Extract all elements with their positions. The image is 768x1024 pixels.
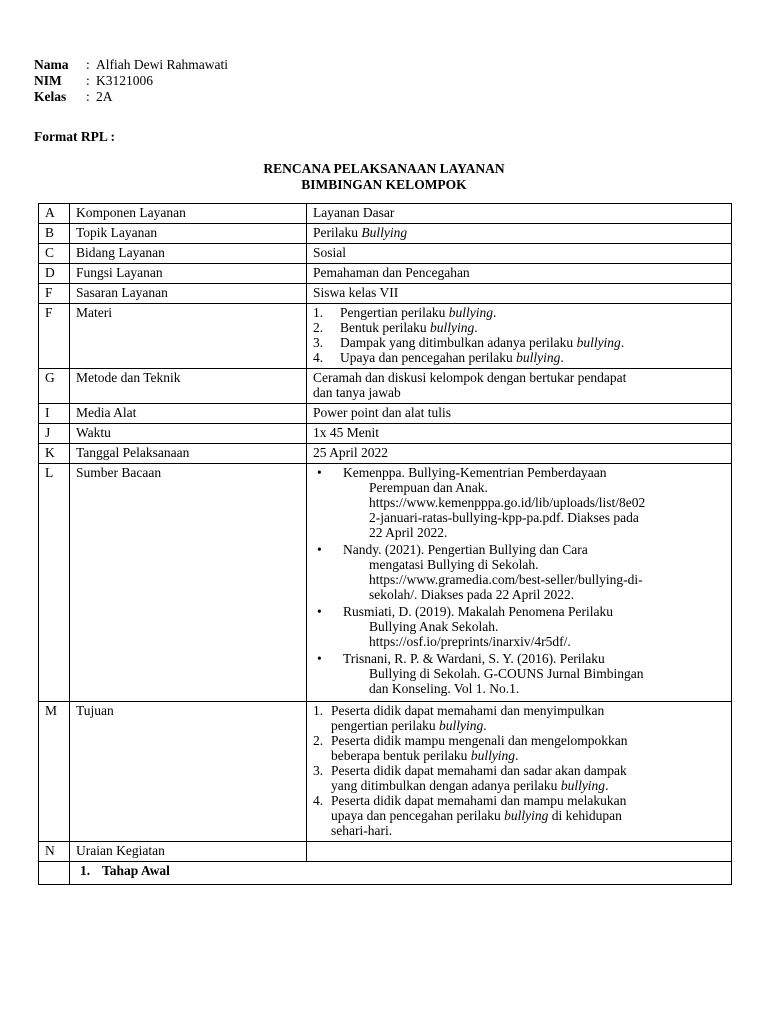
materi-list (313, 305, 725, 365)
item-italic: bullying (516, 350, 561, 365)
bullet-icon: • (317, 542, 322, 557)
row-code (39, 862, 70, 885)
row-code: J (39, 424, 70, 444)
row-code: I (39, 404, 70, 424)
list-item (313, 793, 725, 838)
item-tail: . (492, 305, 497, 320)
list-item (313, 350, 725, 365)
item-line: sekolah/. Diakses pada 22 April 2022. (369, 587, 575, 602)
item-line: Nandy. (2021). Pengertian Bullying dan Cara (343, 542, 588, 557)
item-text: upaya dan pencegahan perilaku (331, 808, 505, 823)
item-italic: bullying (576, 335, 621, 350)
item-link: https://osf.io/preprints/inarxiv/4r5df/. (369, 634, 571, 649)
row-code: G (39, 369, 70, 404)
rpl-table (38, 203, 732, 885)
item-number: 1. (313, 703, 324, 718)
item-line: Peserta didik mampu mengenali dan mengelompokkan (331, 733, 628, 748)
item-tail: . (605, 778, 609, 793)
student-identity (34, 57, 228, 105)
item-link: https://www.kemenpppa.go.id/lib/uploads/list/8e02 (369, 495, 646, 510)
row-code: N (39, 842, 70, 862)
item-line: Kemenppa. Bullying-Kementrian Pemberdayaan (343, 465, 607, 480)
bullet-icon: • (317, 465, 322, 480)
list-item (313, 542, 725, 602)
row-label: Media Alat (70, 404, 307, 424)
item-number: 2. (313, 733, 324, 748)
row-code: A (39, 204, 70, 224)
list-item (313, 335, 725, 350)
table-row (39, 862, 732, 885)
title-line-2: BIMBINGAN KELOMPOK (301, 177, 467, 192)
kelas-value: 2A (96, 89, 113, 104)
nim-value: K3121006 (96, 73, 153, 88)
tahap-label: Tahap Awal (102, 863, 170, 878)
item-line: Peserta didik dapat memahami dan menyimpulkan (331, 703, 605, 718)
table-row (39, 284, 732, 304)
row-value: Siswa kelas VII (307, 284, 732, 304)
item-line: 2-januari-ratas-bullying-kpp-pa.pdf. Diakses pada (369, 510, 639, 525)
document-title (0, 161, 768, 193)
value-line: Ceramah dan diskusi kelompok dengan bertukar pendapat (313, 370, 627, 385)
table-row (39, 369, 732, 404)
row-code: K (39, 444, 70, 464)
separator: : (86, 57, 90, 72)
item-tail: . (483, 718, 487, 733)
item-tail: . (560, 350, 564, 365)
item-number: 3. (313, 335, 324, 350)
item-tail: di kehidupan (548, 808, 622, 823)
item-line: Bullying Anak Sekolah. (369, 619, 499, 634)
item-text: Bentuk perilaku (340, 320, 430, 335)
item-number: 1. (80, 863, 91, 878)
item-text: Upaya dan pencegahan perilaku (340, 350, 517, 365)
item-line: sehari-hari. (331, 823, 393, 838)
row-label: Komponen Layanan (70, 204, 307, 224)
row-label: Fungsi Layanan (70, 264, 307, 284)
item-italic: bullying (448, 305, 493, 320)
item-tail: . (515, 748, 519, 763)
table-row (39, 204, 732, 224)
item-italic: bullying (504, 808, 549, 823)
tujuan-list (313, 703, 725, 838)
item-line: Peserta didik dapat memahami dan sadar akan dampak (331, 763, 627, 778)
list-item (313, 465, 725, 540)
item-number: 4. (313, 350, 324, 365)
table-row (39, 404, 732, 424)
nim-label: NIM (34, 73, 62, 88)
item-tail: . (620, 335, 625, 350)
item-text: beberapa bentuk perilaku (331, 748, 471, 763)
item-text: yang ditimbulkan dengan adanya perilaku (331, 778, 561, 793)
row-value (307, 702, 732, 842)
list-item (313, 733, 725, 763)
list-item (313, 320, 725, 335)
row-label: Metode dan Teknik (70, 369, 307, 404)
bullet-icon: • (317, 604, 322, 619)
item-line: Perempuan dan Anak. (369, 480, 488, 495)
row-label: Tujuan (70, 702, 307, 842)
table-row (39, 444, 732, 464)
nama-row (34, 57, 228, 73)
table-row (39, 224, 732, 244)
row-value (307, 224, 732, 244)
item-line: mengatasi Bullying di Sekolah. (369, 557, 539, 572)
separator: : (86, 73, 90, 88)
row-value (307, 304, 732, 369)
row-code: B (39, 224, 70, 244)
item-number: 2. (313, 320, 324, 335)
item-line: Trisnani, R. P. & Wardani, S. Y. (2016). Perilaku (343, 651, 605, 666)
item-line: Rusmiati, D. (2019). Makalah Penomena Perilaku (343, 604, 613, 619)
item-italic: bullying (438, 718, 484, 733)
row-label: Topik Layanan (70, 224, 307, 244)
item-line: dan Konseling. Vol 1. No.1. (369, 681, 520, 696)
item-italic: bullying (429, 320, 475, 335)
item-link: https://www.gramedia.com/best-seller/bullying-di- (369, 572, 643, 587)
row-label: Waktu (70, 424, 307, 444)
row-label: Tanggal Pelaksanaan (70, 444, 307, 464)
row-label: Uraian Kegiatan (70, 842, 307, 862)
sumber-list (313, 465, 725, 696)
item-text: Pengertian perilaku (340, 305, 449, 320)
row-code: L (39, 464, 70, 702)
row-value: Sosial (307, 244, 732, 264)
row-value (307, 842, 732, 862)
value-line: dan tanya jawab (313, 385, 401, 400)
table-row (39, 702, 732, 842)
row-code: M (39, 702, 70, 842)
row-value: Layanan Dasar (307, 204, 732, 224)
item-number: 1. (313, 305, 324, 320)
value-italic: Bullying (361, 225, 408, 240)
nim-row (34, 73, 228, 89)
value-text: Perilaku (313, 225, 362, 240)
table-row (39, 264, 732, 284)
table-row (39, 304, 732, 369)
item-line: Peserta didik dapat memahami dan mampu melakukan (331, 793, 627, 808)
row-label: Bidang Layanan (70, 244, 307, 264)
item-tail: . (474, 320, 478, 335)
item-italic: bullying (470, 748, 516, 763)
row-label: Sumber Bacaan (70, 464, 307, 702)
item-italic: bullying (560, 778, 606, 793)
row-value (307, 464, 732, 702)
table-row (39, 842, 732, 862)
tahap-awal-heading (70, 862, 732, 885)
row-code: F (39, 284, 70, 304)
list-item (313, 703, 725, 733)
table-row (39, 244, 732, 264)
row-value (307, 369, 732, 404)
nama-value: Alfiah Dewi Rahmawati (96, 57, 228, 72)
row-code: F (39, 304, 70, 369)
item-line: Bullying di Sekolah. G-COUNS Jurnal Bimbingan (369, 666, 644, 681)
list-item (313, 305, 725, 320)
table-row (39, 464, 732, 702)
separator: : (86, 89, 90, 104)
kelas-row (34, 89, 228, 105)
title-line-1: RENCANA PELAKSANAAN LAYANAN (263, 161, 505, 176)
row-value: 1x 45 Menit (307, 424, 732, 444)
row-value: Pemahaman dan Pencegahan (307, 264, 732, 284)
row-code: D (39, 264, 70, 284)
kelas-label: Kelas (34, 89, 67, 104)
bullet-icon: • (317, 651, 322, 666)
list-item (313, 651, 725, 696)
list-item (313, 604, 725, 649)
nama-label: Nama (34, 57, 69, 72)
item-number: 3. (313, 763, 324, 778)
item-number: 4. (313, 793, 324, 808)
row-value: Power point dan alat tulis (307, 404, 732, 424)
list-item (313, 763, 725, 793)
item-text: pengertian perilaku (331, 718, 439, 733)
item-text: Dampak yang ditimbulkan adanya perilaku (340, 335, 577, 350)
row-label: Materi (70, 304, 307, 369)
row-value: 25 April 2022 (307, 444, 732, 464)
format-heading: Format RPL : (34, 129, 115, 144)
row-label: Sasaran Layanan (70, 284, 307, 304)
table-row (39, 424, 732, 444)
item-line: 22 April 2022. (369, 525, 448, 540)
row-code: C (39, 244, 70, 264)
